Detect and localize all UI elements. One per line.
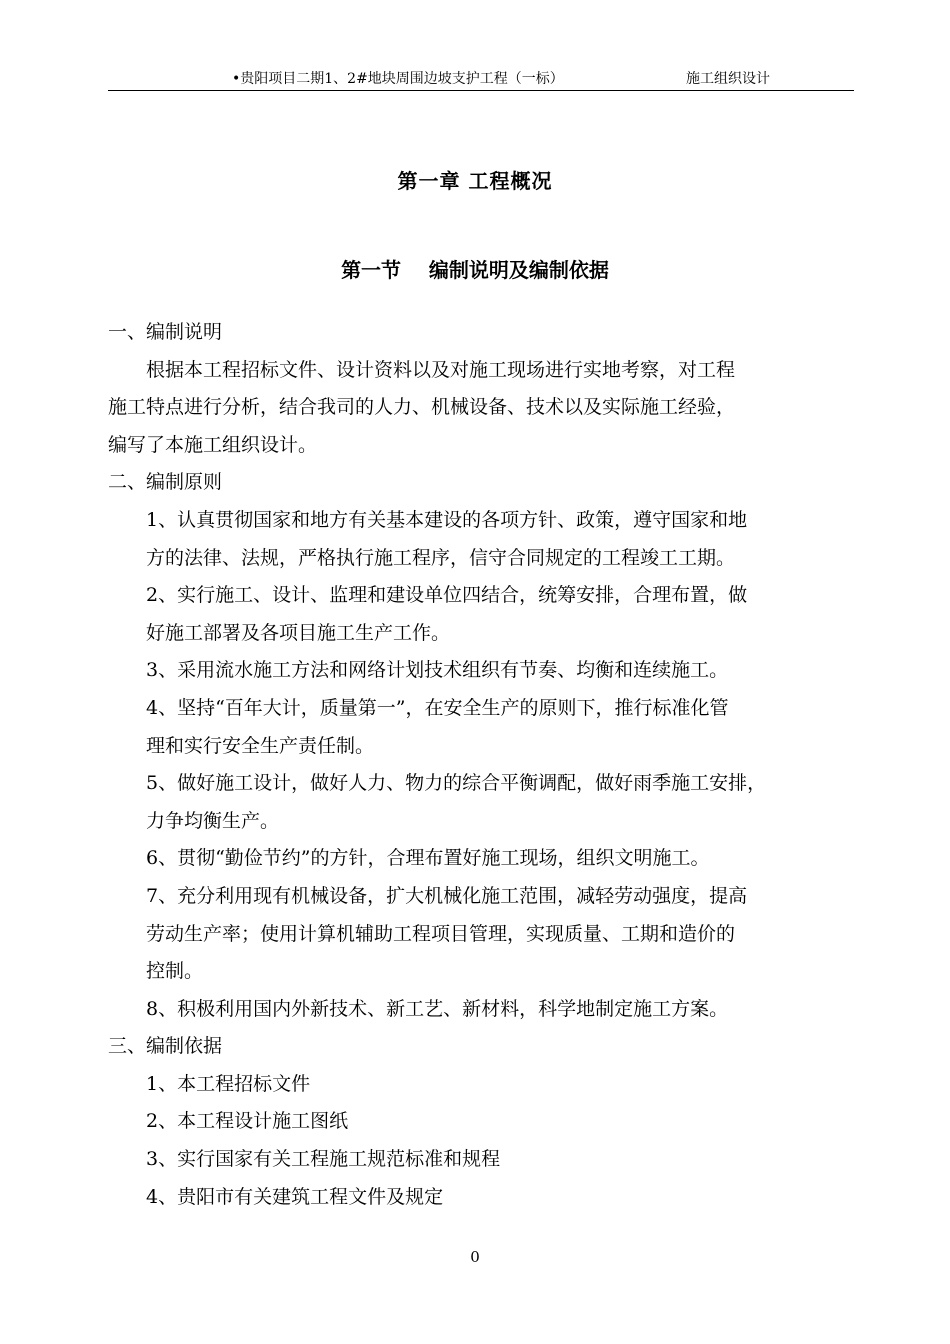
- section-heading-basis: 三、编制依据: [108, 1035, 223, 1058]
- header-document-type: 施工组织设计: [686, 71, 770, 87]
- header-project-name: •贵阳项目二期1、2#地块周围边坡支护工程（一标）: [232, 71, 564, 87]
- document-body: [108, 314, 858, 1216]
- list-item: 1、本工程招标文件: [146, 1072, 311, 1095]
- list-item: [108, 577, 858, 652]
- list-item: [108, 765, 858, 840]
- list-item-line: 2、实行施工、设计、监理和建设单位四结合，统筹安排，合理布置，做: [146, 584, 748, 607]
- list-item-line: 方的法律、法规，严格执行施工程序，信守合同规定的工程竣工工期。: [146, 546, 736, 569]
- section-title: 第一节 编制说明及编制依据: [341, 258, 609, 282]
- list-item: [108, 502, 858, 577]
- principles-list: [108, 502, 858, 1028]
- list-item-line: 3、采用流水施工方法和网络计划技术组织有节奏、均衡和连续施工。: [146, 659, 729, 682]
- paragraph-line: 施工特点进行分析，结合我司的人力、机械设备、技术以及实际施工经验，: [108, 396, 736, 419]
- page-number: 0: [470, 1248, 480, 1266]
- list-item-line: 6、贯彻“勤俭节约”的方针，合理布置好施工现场，组织文明施工。: [146, 847, 710, 870]
- list-item: 3、实行国家有关工程施工规范标准和规程: [146, 1148, 501, 1171]
- list-item-line: 好施工部署及各项目施工生产工作。: [146, 621, 451, 644]
- paragraph-line: 编写了本施工组织设计。: [108, 433, 318, 456]
- list-item: [108, 991, 858, 1029]
- list-item-line: 控制。: [146, 960, 204, 983]
- list-item-line: 8、积极利用国内外新技术、新工艺、新材料，科学地制定施工方案。: [146, 997, 729, 1020]
- list-item-line: 7、充分利用现有机械设备，扩大机械化施工范围，减轻劳动强度，提高: [146, 884, 748, 907]
- list-item: [108, 840, 858, 878]
- paragraph-line: 根据本工程招标文件、设计资料以及对施工现场进行实地考察，对工程: [146, 358, 736, 381]
- list-item-line: 1、认真贯彻国家和地方有关基本建设的各项方针、政策，遵守国家和地: [146, 508, 748, 531]
- list-item-line: 力争均衡生产。: [146, 809, 280, 832]
- chapter-title: 第一章 工程概况: [397, 169, 553, 193]
- section-heading-principles: 二、编制原则: [108, 471, 223, 494]
- list-item: [108, 652, 858, 690]
- list-item: 4、贵阳市有关建筑工程文件及规定: [146, 1185, 444, 1208]
- section-heading-explanation: 一、编制说明: [108, 321, 223, 343]
- page-header: [108, 64, 854, 91]
- list-item: [108, 878, 858, 991]
- list-item: [108, 690, 858, 765]
- list-item: 2、本工程设计施工图纸: [146, 1110, 349, 1133]
- basis-list: [108, 1066, 858, 1216]
- list-item-line: 理和实行安全生产责任制。: [146, 734, 375, 757]
- list-item-line: 5、做好施工设计，做好人力、物力的综合平衡调配，做好雨季施工安排，: [146, 772, 767, 795]
- explanation-paragraph: [108, 352, 858, 465]
- list-item-line: 劳动生产率；使用计算机辅助工程项目管理，实现质量、工期和造价的: [146, 922, 736, 945]
- list-item-line: 4、坚持“百年大计，质量第一”，在安全生产的原则下，推行标准化管: [146, 696, 729, 719]
